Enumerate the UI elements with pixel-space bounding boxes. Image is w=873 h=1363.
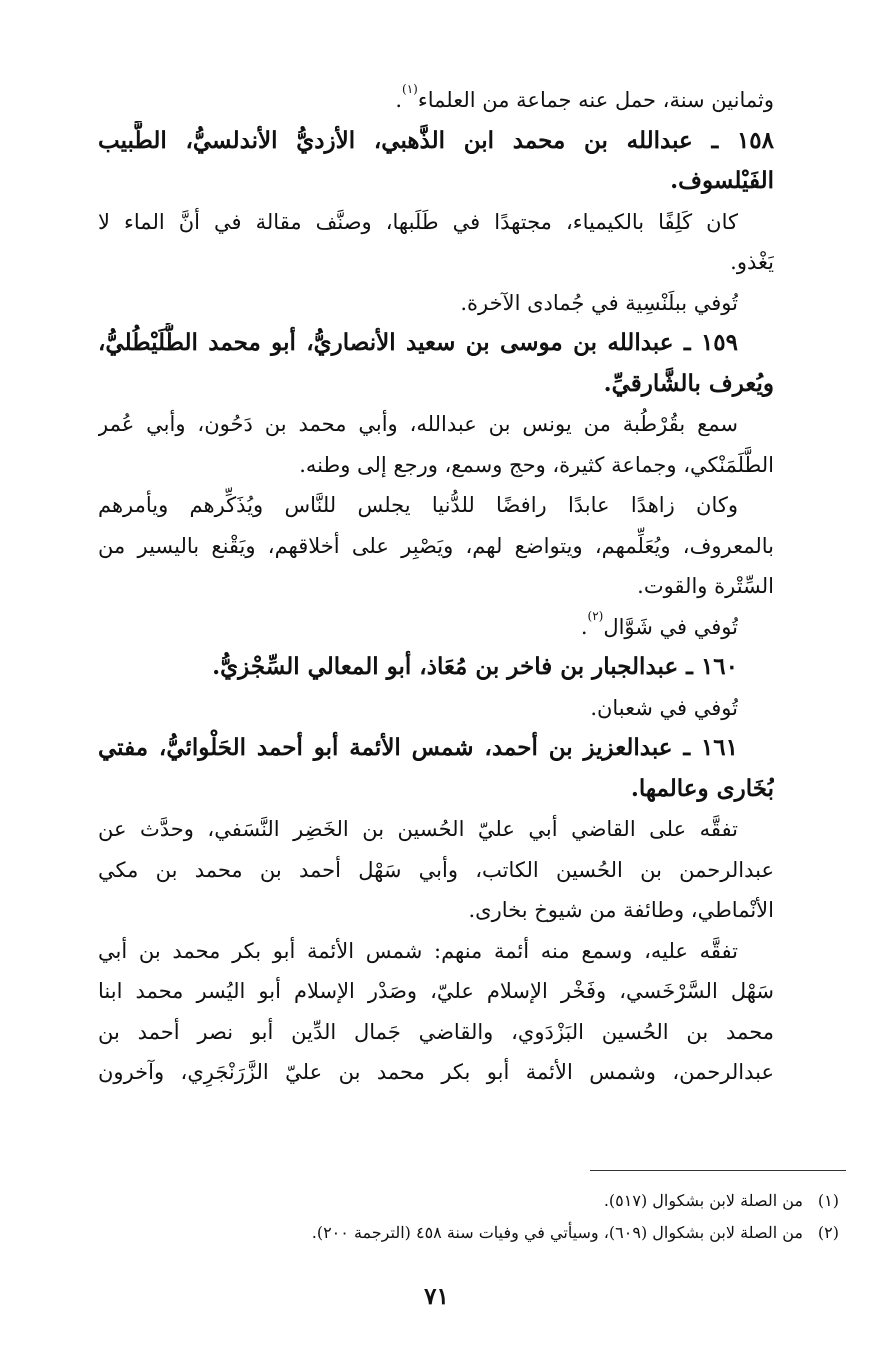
text-line [98,1012,774,1052]
footnote-number: (٢) [817,1223,839,1242]
text-line [98,80,774,120]
line-text: الفَيْلسوف. [670,167,774,194]
footnote-text: من الصلة لابن بشكوال (٥١٧). [603,1191,803,1210]
text-line [98,242,774,282]
line-text: يَغْذو. [730,250,774,274]
footnote-marker: (١) [402,82,418,96]
line-text: تفقَّه على القاضي أبي عليّ الحُسين بن الخَضِر النَّسَفي، وحدَّث عن [98,817,738,841]
text-line [98,890,774,930]
text-line [98,566,774,606]
line-text: ويُعرف بالشَّارقيِّ. [603,369,774,397]
text-line [98,1052,774,1092]
entry-heading-line [98,323,738,363]
entry-heading-line [98,161,774,201]
line-text: سمع بقُرْطُبة من يونس بن عبدالله، وأبي محمد بن دَحُون، وأبي عُمر [98,412,738,436]
line-text: تفقَّه عليه، وسمع منه أئمة منهم: شمس الأئمة أبو بكر محمد بن أبي [98,938,738,963]
footnote-text: من الصلة لابن بشكوال (٦٠٩)، وسيأتي في وفيات سنة ٤٥٨ (الترجمة ٢٠٠). [311,1223,803,1242]
line-text: ١٦١ ـ عبدالعزيز بن أحمد، شمس الأئمة أبو أحمد الحَلْوائيُّ، مفتي [98,734,738,761]
text-line [98,526,774,566]
text-line [98,688,738,728]
line-text: الأنْماطي، وطائفة من شيوخ بخارى. [468,898,774,922]
text-line [98,283,738,323]
line-text: عبدالرحمن بن الحُسين الكاتب، وأبي سَهْل أحمد بن محمد بن مكي [98,857,774,882]
text-line [98,971,774,1011]
line-text: تُوفي في شعبان. [590,695,738,720]
entry-heading-line [98,728,738,768]
line-text: ١٥٩ ـ عبدالله بن موسى بن سعيد الأنصاريُّ، أبو محمد الطُّلَيْطُليُّ، [98,329,738,356]
line-text: عبدالرحمن، وشمس الأئمة أبو بكر محمد بن عليّ الزَّرَنْجَرِي، وآخرون [98,1060,774,1084]
footnote-marker: (٢) [587,608,604,623]
entry-heading-line [98,769,774,809]
footnote-number: (١) [817,1191,839,1210]
text-line [98,850,774,890]
text-line [98,404,738,444]
line-text: ١٦٠ ـ عبدالجبار بن فاخر بن مُعَاذ، أبو المعالي السِّجْزيُّ. [212,653,738,680]
line-punctuation: . [580,614,588,639]
text-line [98,931,738,971]
line-text: تُوفي ببلَنْسِية في جُمادى الآخرة. [460,290,738,315]
text-line [98,809,738,849]
text-line [98,485,738,525]
footnote [99,1186,839,1216]
line-text: بُخَارى وعالمها. [630,774,774,802]
line-text: الطَّلَمَنْكي، وجماعة كثيرة، وحج وسمع، ورجع إلى وطنه. [299,452,774,477]
line-text: ١٥٨ ـ عبدالله بن محمد ابن الذَّهبي، الأزديُّ الأندلسيُّ، الطَّبيب [98,126,774,154]
footnote [99,1218,839,1248]
footnote-separator [590,1170,846,1171]
line-punctuation: . [395,88,403,112]
entry-heading-line [98,121,774,161]
page-number: ٧١ [424,1283,449,1310]
line-text: بالمعروف، ويُعَلِّمهم، ويتواضع لهم، ويَصْبِر على أخلاقهم، ويَقْنع باليسير من [98,533,774,558]
line-text: سَهْل السَّرْخَسي، وفَخْر الإسلام عليّ، وصَدْر الإسلام أبو اليُسر محمد ابنا [98,979,774,1003]
entry-heading-line [98,647,738,687]
entry-heading-line [98,364,774,404]
text-line [98,202,738,242]
line-text: تُوفي في شَوَّال [603,614,738,639]
line-text: كان كَلِفًا بالكيمياء، مجتهدًا في طَلَبها، وصنَّف مقالة في أنَّ الماء لا [98,209,738,234]
line-text: وثمانين سنة، حمل عنه جماعة من العلماء [417,88,774,112]
text-line [98,445,774,485]
line-text: وكان زاهدًا عابدًا رافضًا للدُّنيا يجلس للنَّاس ويُذَكِّرهم ويأمرهم [98,493,738,517]
line-text: السِّتْرة والقوت. [637,574,774,598]
text-line [98,607,738,647]
line-text: محمد بن الحُسين البَزْدَوي، والقاضي جَمال الدِّين أبو نصر أحمد بن [98,1019,774,1044]
